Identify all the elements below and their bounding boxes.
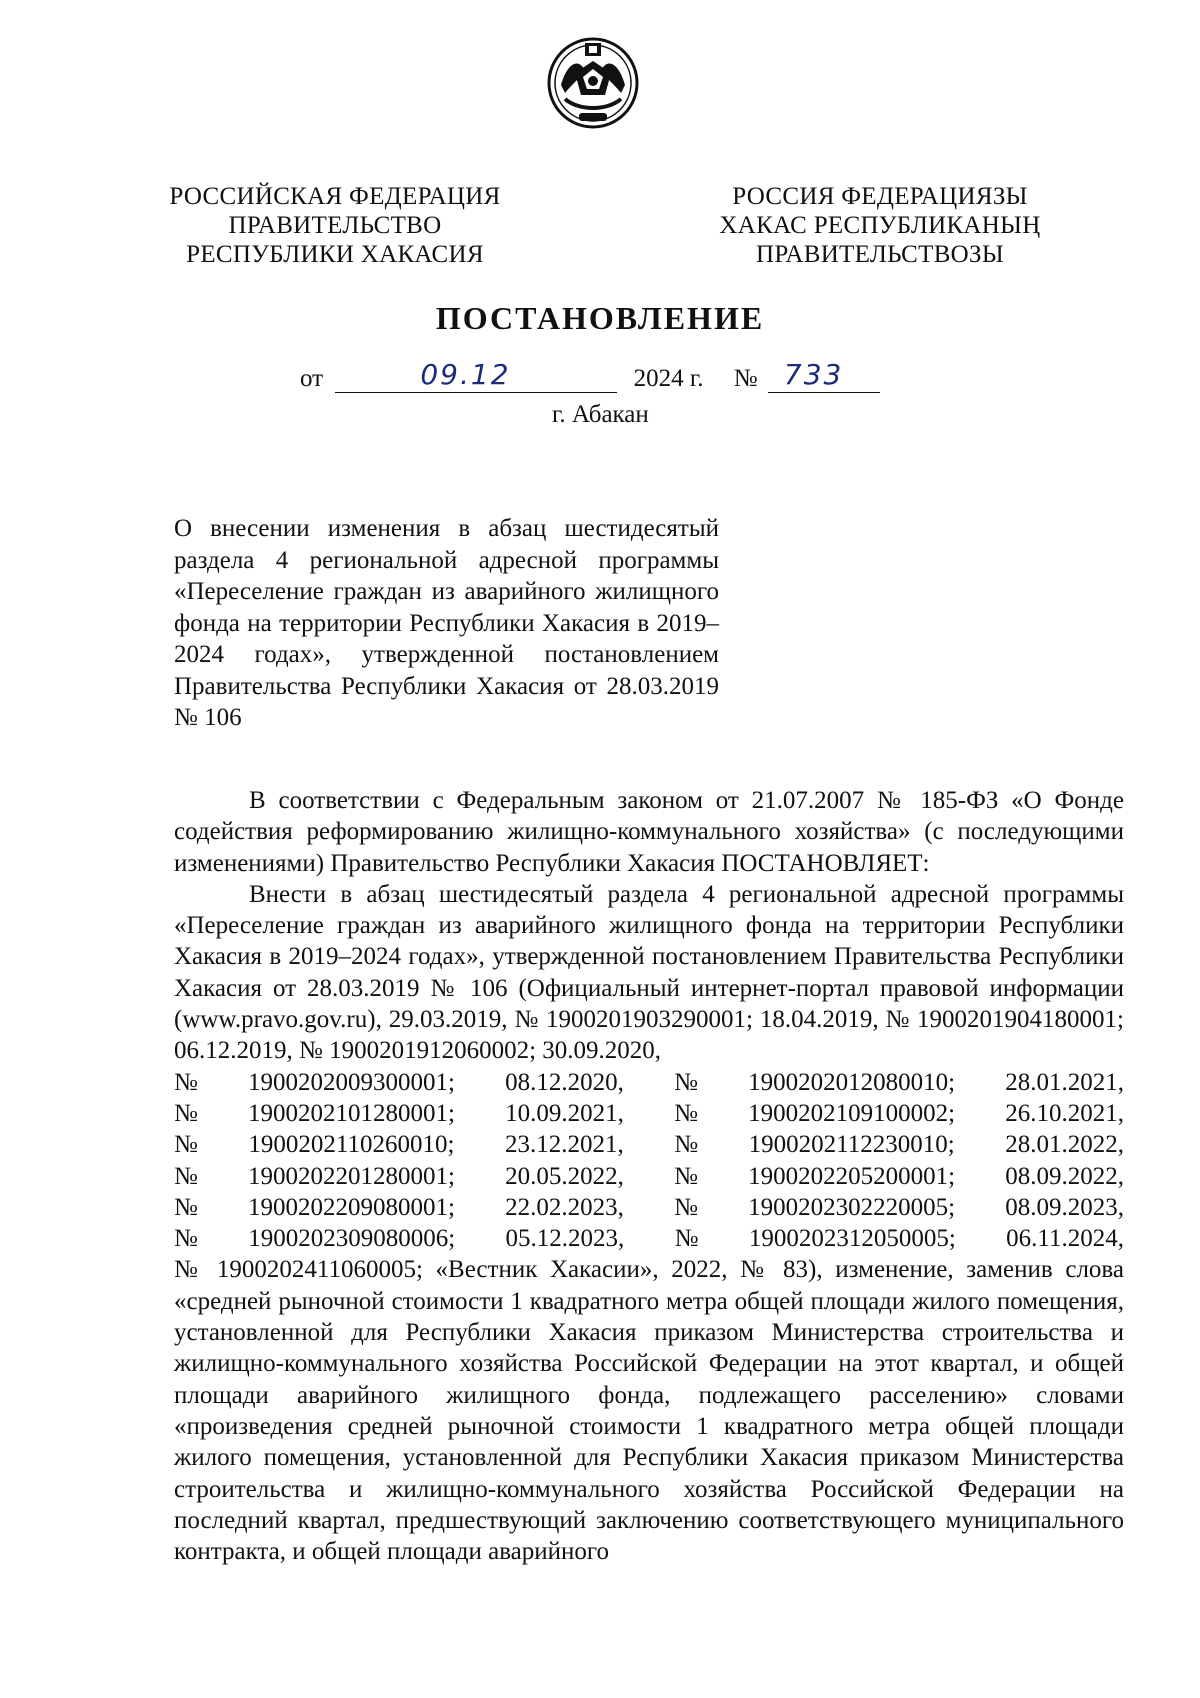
publication-number: 1900202302220005; — [748, 1193, 956, 1221]
date-field — [335, 358, 617, 393]
document-body — [174, 785, 1124, 1567]
publication-number: 1900202201280001; — [248, 1162, 455, 1190]
number-sign: № — [174, 1225, 198, 1253]
publication-number: 1900202209080001; — [248, 1193, 455, 1221]
header-left-line-3: РЕСПУБЛИКИ ХАКАСИЯ — [186, 241, 484, 268]
header-right-block — [690, 182, 1070, 269]
publication-row — [174, 1098, 1124, 1129]
number-sign: № — [174, 1068, 198, 1096]
number-sign: № — [674, 1162, 698, 1190]
city-name: г. Абакан — [552, 401, 649, 428]
body-paragraph-2-end: № 1900202411060005; «Вестник Хакасии», 2022, № 83), изменение, заменив слова «средней рыночной стоимости 1 квадратного метра общей площади жилого помещения, установленной для Республики Хакасия приказом Министерства строительства и жилищно-коммунального хозяйства Российской Федерации на этот квартал, и общей площади аварийного жилищного фонда, подлежащего расселению» словами «произведения средней рыночной стоимости 1 квадратного метра общей площади жилого помещения, установленной для Республики Хакасия приказом Министерства строительства и жилищно-коммунального хозяйства Российской Федерации на последний квартал, предшествующий заключению соответствующего муниципального контракта, и общей площади аварийного — [174, 1256, 1124, 1566]
publication-date: 28.01.2022, — [1005, 1131, 1124, 1159]
header-right-line-3: ПРАВИТЕЛЬСТВОЗЫ — [756, 241, 1004, 268]
number-sign: № — [174, 1131, 198, 1159]
publication-date: 23.12.2021, — [504, 1131, 624, 1159]
publication-number: 1900202009300001; — [248, 1068, 455, 1096]
date-number-line — [300, 358, 880, 398]
body-paragraph-1: В соответствии с Федеральным законом от 21.07.2007 № 185-ФЗ «О Фонде содействия реформированию жилищно-коммунального хозяйства» (с последующими изменениями) Правительство Республики Хакасия ПОСТАНОВЛЯЕТ: — [174, 787, 1124, 877]
publication-row — [174, 1161, 1124, 1192]
publication-number: 1900202109100002; — [748, 1099, 956, 1127]
header-left-block — [150, 182, 520, 269]
year-text: 2024 г. — [633, 365, 704, 392]
publication-row — [174, 1192, 1124, 1223]
publication-date: 05.12.2023, — [505, 1225, 625, 1253]
number-sign: № — [674, 1131, 699, 1159]
number-field — [768, 358, 880, 393]
number-sign: № — [174, 1099, 198, 1127]
publication-date: 28.01.2021, — [1005, 1068, 1124, 1096]
publication-number: 1900202205200001; — [748, 1162, 956, 1190]
publication-row — [174, 1129, 1124, 1160]
date-handwritten: 09.12 — [420, 358, 511, 391]
header-right-line-1: РОССИЯ ФЕДЕРАЦИЯЗЫ — [732, 183, 1028, 210]
body-paragraph-2-start: Внести в абзац шестидесятый раздела 4 региональной адресной программы «Переселение граждан из аварийного жилищного фонда на территории Республики Хакасия в 2019–2024 годах», утвержденной постановлением Правительства Республики Хакасия от 28.03.2019 № 106 (Официальный интернет-портал правовой информации (www.pravo.gov.ru), 29.03.2019, № 1900201903290001; 18.04.2019, № 1900201904180001; 06.12.2019, № 1900201912060002; 30.09.2020, — [174, 880, 1124, 1065]
header-left-line-1: РОССИЙСКАЯ ФЕДЕРАЦИЯ — [169, 183, 501, 210]
publication-numbers-list — [174, 1067, 1124, 1255]
publication-date: 26.10.2021, — [1005, 1099, 1124, 1127]
publication-number: 1900202112230010; — [748, 1131, 955, 1159]
publication-date: 10.09.2021, — [505, 1099, 624, 1127]
publication-date: 06.11.2024, — [1006, 1225, 1124, 1253]
number-sign: № — [174, 1162, 198, 1190]
publication-number: 1900202312050005; — [748, 1225, 956, 1253]
number-label: № — [733, 365, 758, 392]
number-sign: № — [674, 1068, 698, 1096]
document-title: ПОСТАНОВЛЕНИЕ — [435, 300, 765, 336]
number-sign: № — [674, 1193, 698, 1221]
publication-number: 1900202101280001; — [248, 1099, 455, 1127]
publication-date: 08.09.2023, — [1005, 1193, 1124, 1221]
publication-number: 1900202012080010; — [748, 1068, 956, 1096]
publication-number: 1900202110260010; — [248, 1131, 455, 1159]
publication-date: 20.05.2022, — [505, 1162, 624, 1190]
number-sign: № — [674, 1225, 699, 1253]
date-prefix: от — [300, 365, 324, 392]
number-sign: № — [674, 1099, 698, 1127]
publication-number: 1900202309080006; — [248, 1225, 456, 1253]
header-right-line-2: ХАКАС РЕСПУБЛИКАНЫҢ — [719, 212, 1041, 239]
number-sign: № — [174, 1193, 198, 1221]
number-handwritten: 733 — [783, 358, 844, 391]
coat-of-arms-emblem — [545, 33, 641, 133]
publication-row — [174, 1067, 1124, 1098]
publication-date: 08.09.2022, — [1005, 1162, 1124, 1190]
header-left-line-2: ПРАВИТЕЛЬСТВО — [228, 212, 442, 239]
publication-date: 08.12.2020, — [505, 1068, 624, 1096]
document-subject: О внесении изменения в абзац шестидесятый раздела 4 региональной адресной программы «Переселение граждан из аварийного жилищного фонда на территории Республики Хакасия в 2019–2024 годах», утвержденной постановлением Правительства Республики Хакасия от 28.03.2019 № 106 — [174, 515, 719, 731]
publication-date: 22.02.2023, — [505, 1193, 624, 1221]
publication-row — [174, 1223, 1124, 1254]
